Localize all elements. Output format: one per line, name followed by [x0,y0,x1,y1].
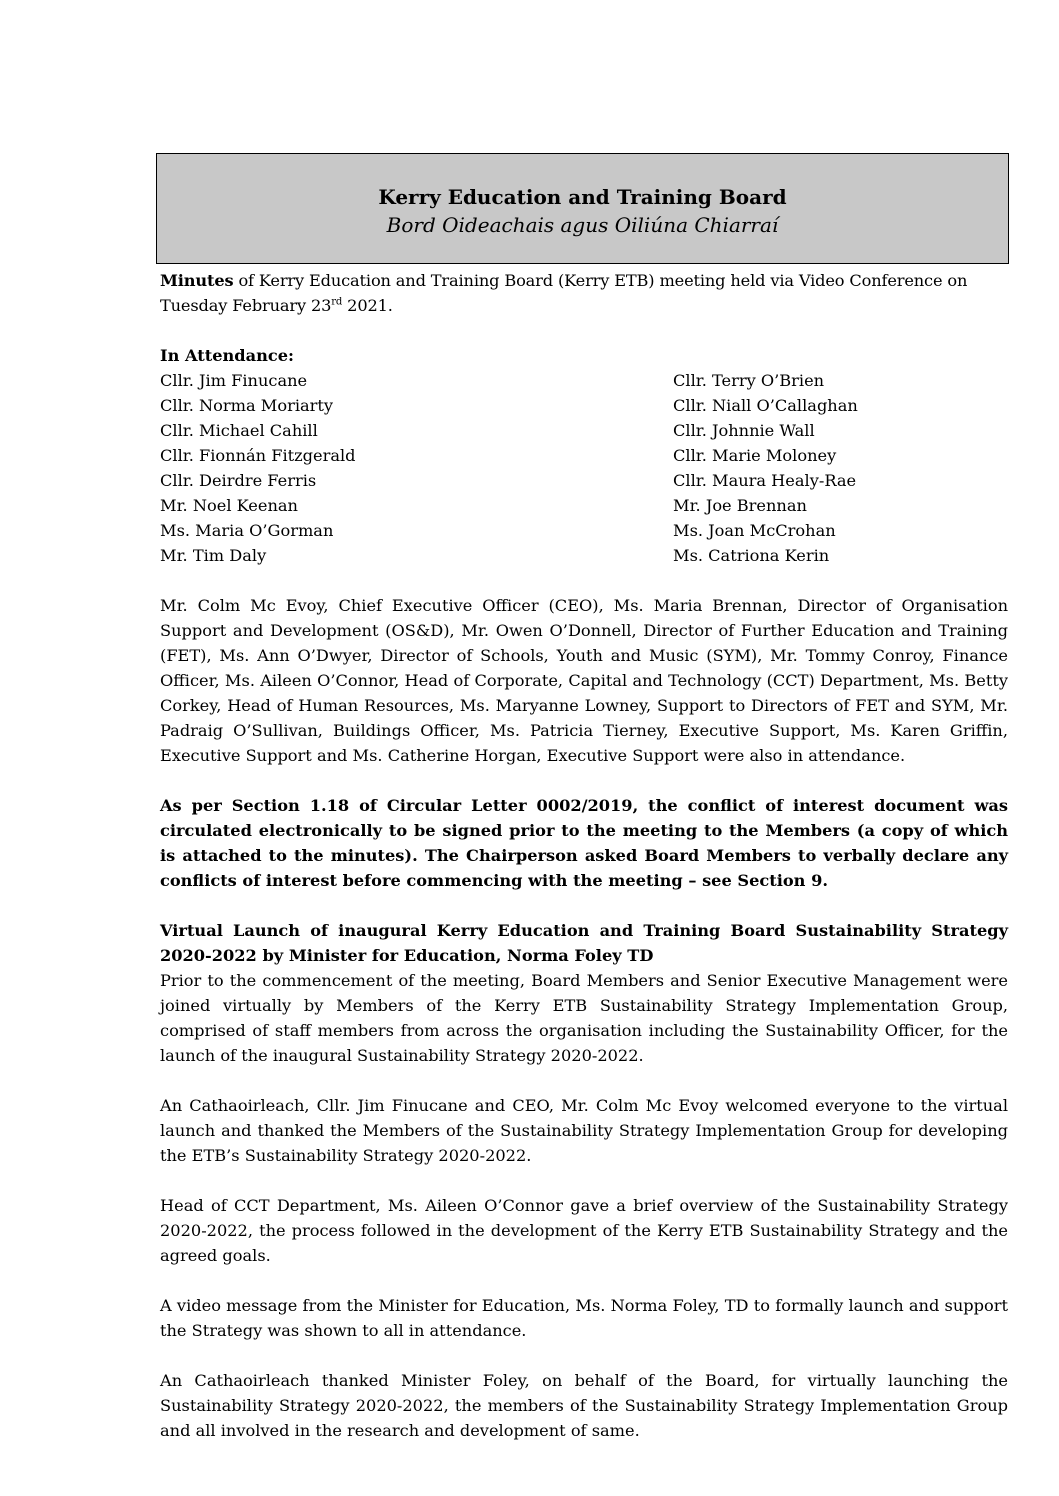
launch-paragraph-4: A video message from the Minister for Education, Ms. Norma Foley, TD to formally launch and support the Strategy was shown to all in attendance. [160,1296,1008,1340]
launch-paragraph-3: Head of CCT Department, Ms. Aileen O’Connor gave a brief overview of the Sustainability Strategy 2020-2022, the process followed in the development of the Kerry ETB Sustainability Strategy and the agreed goals. [160,1196,1008,1265]
conflict-of-interest-paragraph [160,793,1008,893]
attendee: Cllr. Niall O’Callaghan [673,396,858,415]
attendance-heading [160,343,1008,368]
attendee: Ms. Maria O’Gorman [160,521,334,540]
intro-year: 2021. [342,296,393,315]
intro-text: of Kerry Education and Training Board (Kerry ETB) meeting held via Video Conference on Tuesday February 23 [160,271,968,315]
staff-attendance-paragraph: Mr. Colm Mc Evoy, Chief Executive Officer (CEO), Ms. Maria Brennan, Director of Organisation Support and Development (OS&D), Mr. Owen O’Donnell, Director of Further Education and Training (FET), Ms. Ann O’Dwyer, Director of Schools, Youth and Music (SYM), Mr. Tommy Conroy, Finance Officer, Ms. Aileen O’Connor, Head of Corporate, Capital and Technology (CCT) Department, Ms. Betty Corkey, Head of Human Resources, Ms. Maryanne Lowney, Support to Directors of FET and SYM, Mr. Padraig O’Sullivan, Buildings Officer, Ms. Patricia Tierney, Executive Support, Ms. Karen Griffin, Executive Support and Ms. Catherine Horgan, Executive Support were also in attendance. [160,596,1008,765]
launch-heading [160,918,1008,968]
attendee: Cllr. Norma Moriarty [160,396,334,415]
minutes-body [160,268,1008,1443]
date-suffix: rd [331,296,343,308]
attendee: Cllr. Terry O’Brien [673,371,825,390]
attendance-heading-text: In Attendance: [160,346,294,365]
attendee: Mr. Joe Brennan [673,496,807,515]
attendee: Ms. Joan McCrohan [673,521,836,540]
intro-paragraph [160,268,1008,318]
attendee-column-left [160,368,673,568]
attendee: Mr. Noel Keenan [160,496,298,515]
attendee: Cllr. Maura Healy-Rae [673,471,857,490]
attendee: Cllr. Michael Cahill [160,421,318,440]
attendee: Mr. Tim Daly [160,546,267,565]
attendee: Cllr. Fionnán Fitzgerald [160,446,356,465]
attendee: Ms. Catriona Kerin [673,546,830,565]
document-header [156,153,1009,264]
attendee: Cllr. Marie Moloney [673,446,837,465]
board-subtitle-irish: Bord Oideachais agus Oiliúna Chiarraí [386,213,779,237]
attendee: Cllr. Deirdre Ferris [160,471,317,490]
launch-paragraph-5: An Cathaoirleach thanked Minister Foley, on behalf of the Board, for virtually launching the Sustainability Strategy 2020-2022, the members of the Sustainability Strategy Implementation Group and all involved in the research and development of same. [160,1371,1008,1440]
conflict-of-interest-text: As per Section 1.18 of Circular Letter 0002/2019, the conflict of interest document was circulated electronically to be signed prior to the meeting to the Members (a copy of which is attached to the minutes). The Chairperson asked Board Members to verbally declare any conflicts of interest before commencing with the meeting – see Section 9. [160,796,1008,890]
attendee: Cllr. Johnnie Wall [673,421,815,440]
attendee-list [160,368,1008,568]
launch-heading-text: Virtual Launch of inaugural Kerry Education and Training Board Sustainability Strategy 2020-2022 by Minister for Education, Norma Foley TD [160,921,1008,965]
launch-paragraph-1: Prior to the commencement of the meeting, Board Members and Senior Executive Management were joined virtually by Members of the Kerry ETB Sustainability Strategy Implementation Group, comprised of staff members from across the organisation including the Sustainability Officer, for the launch of the inaugural Sustainability Strategy 2020-2022. [160,971,1008,1065]
minutes-label: Minutes [160,271,234,290]
launch-paragraph-2: An Cathaoirleach, Cllr. Jim Finucane and CEO, Mr. Colm Mc Evoy welcomed everyone to the virtual launch and thanked the Members of the Sustainability Strategy Implementation Group for developing the ETB’s Sustainability Strategy 2020-2022. [160,1096,1008,1165]
attendee-column-right [673,368,1008,568]
board-title: Kerry Education and Training Board [378,185,787,209]
attendee: Cllr. Jim Finucane [160,371,308,390]
